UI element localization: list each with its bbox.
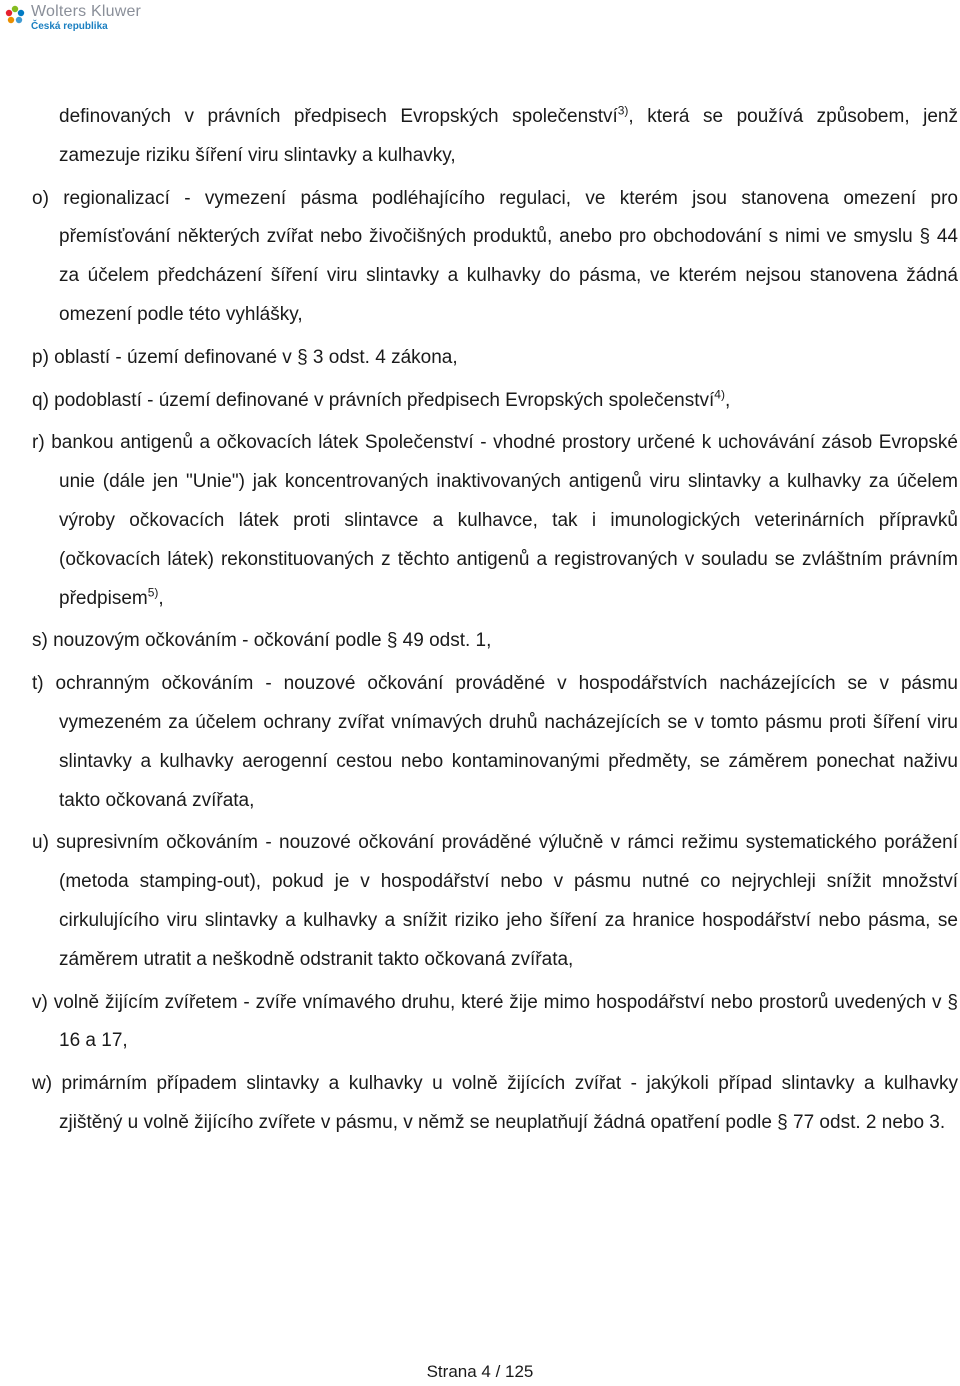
publisher-logo [4, 4, 141, 32]
page-number: Strana 4 / 125 [426, 1362, 534, 1381]
wolters-kluwer-logo-icon [4, 4, 26, 26]
definition-item: o) regionalizací - vymezení pásma podléhajícího regulaci, ve kterém jsou stanovena omezení pro přemísťování některých zvířat nebo živočišných produktů, anebo pro obchodování s nimi ve smyslu § 44 za účelem předcházení šíření viru slintavky a kulhavky do pásma, ve kterém nejsou stanovena žádná omezení podle této vyhlášky, [32, 187, 958, 325]
definition-item: t) ochranným očkováním - nouzové očkování prováděné v hospodářstvích nacházejících se v pásmu vymezeném za účelem ochrany zvířat vnímavých druhů nacházejících se v tomto pásmu proti šíření viru slintavky a kulhavky aerogenní cestou nebo kontaminovanými předměty, se záměrem ponechat naživu takto očkovaná zvířata, [32, 673, 958, 811]
footnote-ref: 3) [617, 103, 629, 118]
brand-name: Wolters Kluwer [31, 3, 142, 20]
definition-item: q) podoblastí - území definované v právních předpisech Evropských společenství$^{4)}$, [32, 387, 731, 411]
definition-item: v) volně žijícím zvířetem - zvíře vnímavého druhu, které žije mimo hospodářství nebo prostorů uvedených v § 16 a 17, [32, 991, 958, 1052]
document-body [32, 98, 958, 1147]
definition-item: w) primárním případem slintavky a kulhavky u volně žijících zvířat - jakýkoli případ slintavky a kulhavky zjištěný u volně žijícího zvířete v pásmu, v němž se neuplatňují žádná opatření podle § 77 odst. 2 nebo 3. [32, 1073, 958, 1133]
footnote-ref: 5) [147, 585, 159, 600]
footnote-ref: 4) [714, 387, 725, 402]
brand-region: Česká republika [31, 21, 108, 32]
definition-item: definovaných v právních předpisech Evropských společenství$^{3)}$, která se používá způsobem, jenž zamezuje riziku šíření viru slintavky a kulhavky, [59, 103, 958, 166]
definition-item: r) bankou antigenů a očkovacích látek Společenství - vhodné prostory určené k uchovávání zásob Evropské unie (dále jen "Unie") jak koncentrovaných inaktivovaných antigenů viru slintavky a kulhavky za účelem výroby očkovacích látek proti slintavce a kulhavce, tak i imunologických veterinárních přípravků (očkovacích látek) rekonstituovaných z těchto antigenů a registrovaných v souladu se zvláštním právním předpisem$^{5)}$, [32, 432, 958, 609]
definition-item: p) oblastí - území definované v § 3 odst. 4 zákona, [32, 346, 458, 368]
definition-item: u) supresivním očkováním - nouzové očkování prováděné výlučně v rámci režimu systematického porážení (metoda stamping-out), pokud je v hospodářství nebo v pásmu nutné co nejrychleji snížit množství cirkulujícího viru slintavky a kulhavky a snížit riziko jeho šíření za hranice hospodářství nebo pásma, se záměrem utratit a neškodně odstranit takto očkovaná zvířata, [32, 832, 958, 970]
definition-item: s) nouzovým očkováním - očkování podle § 49 odst. 1, [32, 630, 492, 652]
